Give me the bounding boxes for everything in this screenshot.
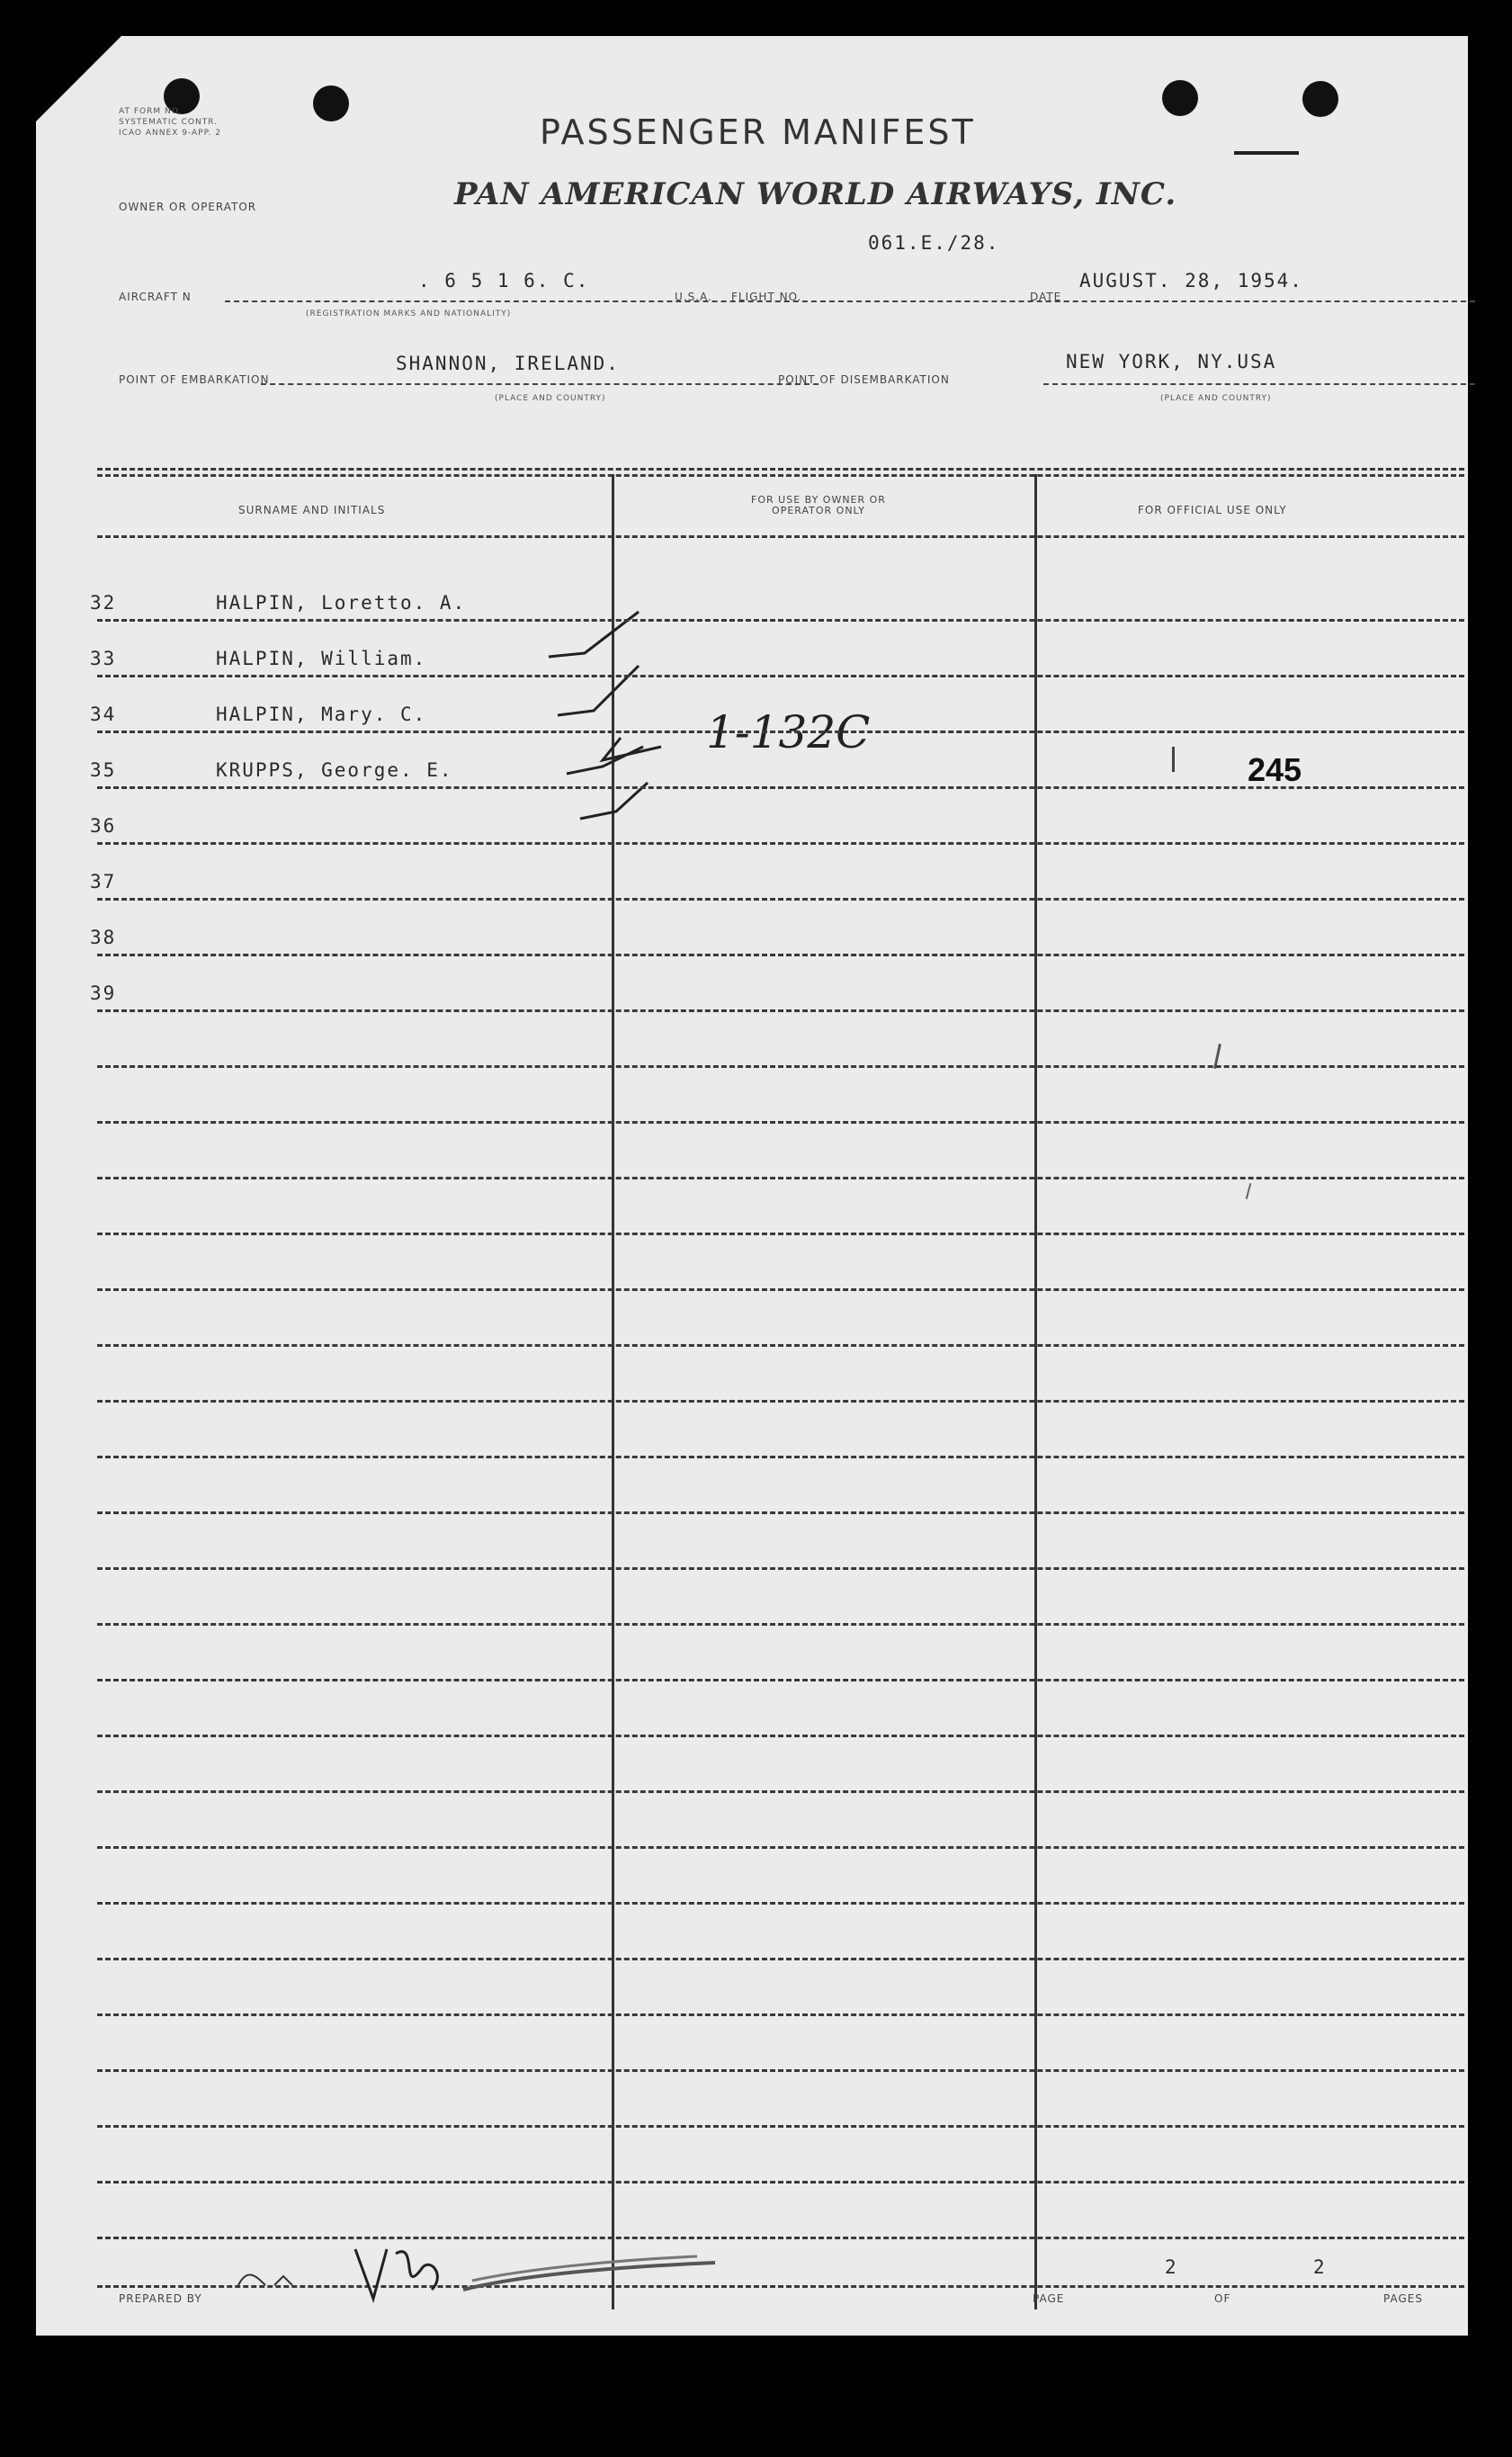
manifest-sheet bbox=[36, 36, 1468, 2336]
punch-hole-2 bbox=[313, 85, 349, 121]
pages-label: PAGES bbox=[1383, 2292, 1423, 2305]
passenger-name: KRUPPS, George. E. bbox=[216, 759, 453, 781]
embarkation-value: SHANNON, IRELAND. bbox=[396, 353, 620, 374]
pencil-tick bbox=[1172, 747, 1175, 772]
page-number: 2 bbox=[1165, 2256, 1178, 2278]
disembarkation-value: NEW YORK, NY.USA bbox=[1066, 351, 1277, 372]
owner-label: OWNER OR OPERATOR bbox=[119, 201, 257, 213]
registration-caption: (REGISTRATION MARKS AND NATIONALITY) bbox=[306, 309, 512, 318]
folded-corner bbox=[36, 36, 121, 121]
passenger-name: HALPIN, William. bbox=[216, 648, 427, 669]
disembarkation-caption: (PLACE AND COUNTRY) bbox=[1160, 394, 1272, 403]
flight-label: FLIGHT NO. bbox=[731, 291, 802, 303]
passenger-name: HALPIN, Mary. C. bbox=[216, 704, 427, 725]
check-marks bbox=[531, 567, 738, 837]
row-number: 36 bbox=[90, 815, 117, 837]
row-number: 37 bbox=[90, 871, 117, 892]
column-divider-2 bbox=[1034, 474, 1037, 2309]
form-reference: AT FORM NO. SYSTEMATIC CONTR. ICAO ANNEX 9-APP. 2 bbox=[119, 107, 222, 138]
title-underline bbox=[1234, 151, 1299, 155]
page-label: PAGE bbox=[1033, 2292, 1065, 2305]
usa-label: U.S.A. bbox=[675, 291, 712, 303]
row-number: 33 bbox=[90, 648, 117, 669]
row-number: 38 bbox=[90, 927, 117, 948]
row-number: 34 bbox=[90, 704, 117, 725]
aircraft-label: AIRCRAFT N bbox=[119, 291, 192, 303]
punch-hole-3 bbox=[1162, 80, 1198, 116]
handwritten-code: 1-132C bbox=[706, 706, 871, 758]
column-header-operator: FOR USE BY OWNER OR OPERATOR ONLY bbox=[751, 494, 886, 516]
column-header-surname: SURNAME AND INITIALS bbox=[238, 504, 386, 516]
flight-number: 061.E./28. bbox=[868, 232, 1000, 254]
disembarkation-label: POINT OF DISEMBARKATION bbox=[778, 373, 950, 386]
total-pages: 2 bbox=[1313, 2256, 1327, 2278]
preparer-signature bbox=[229, 2213, 733, 2312]
punch-hole-4 bbox=[1302, 81, 1338, 117]
row-number: 35 bbox=[90, 759, 117, 781]
embarkation-label: POINT OF EMBARKATION bbox=[119, 373, 270, 386]
embarkation-caption: (PLACE AND COUNTRY) bbox=[495, 394, 606, 403]
official-stamp-number: 245 bbox=[1248, 751, 1302, 788]
passenger-name: HALPIN, Loretto. A. bbox=[216, 592, 467, 614]
row-number: 39 bbox=[90, 982, 117, 1004]
aircraft-registration: . 6 5 1 6. C. bbox=[418, 270, 590, 291]
company-name: PAN AMERICAN WORLD AIRWAYS, INC. bbox=[454, 176, 1177, 212]
row-number: 32 bbox=[90, 592, 117, 614]
flight-date: AUGUST. 28, 1954. bbox=[1079, 270, 1303, 291]
prepared-by-label: PREPARED BY bbox=[119, 2292, 202, 2305]
column-header-official: FOR OFFICIAL USE ONLY bbox=[1138, 504, 1287, 516]
page-title: PASSENGER MANIFEST bbox=[540, 112, 976, 152]
pencil-tick bbox=[1246, 1183, 1252, 1199]
date-label: DATE bbox=[1030, 291, 1062, 303]
of-label: OF bbox=[1214, 2292, 1231, 2305]
